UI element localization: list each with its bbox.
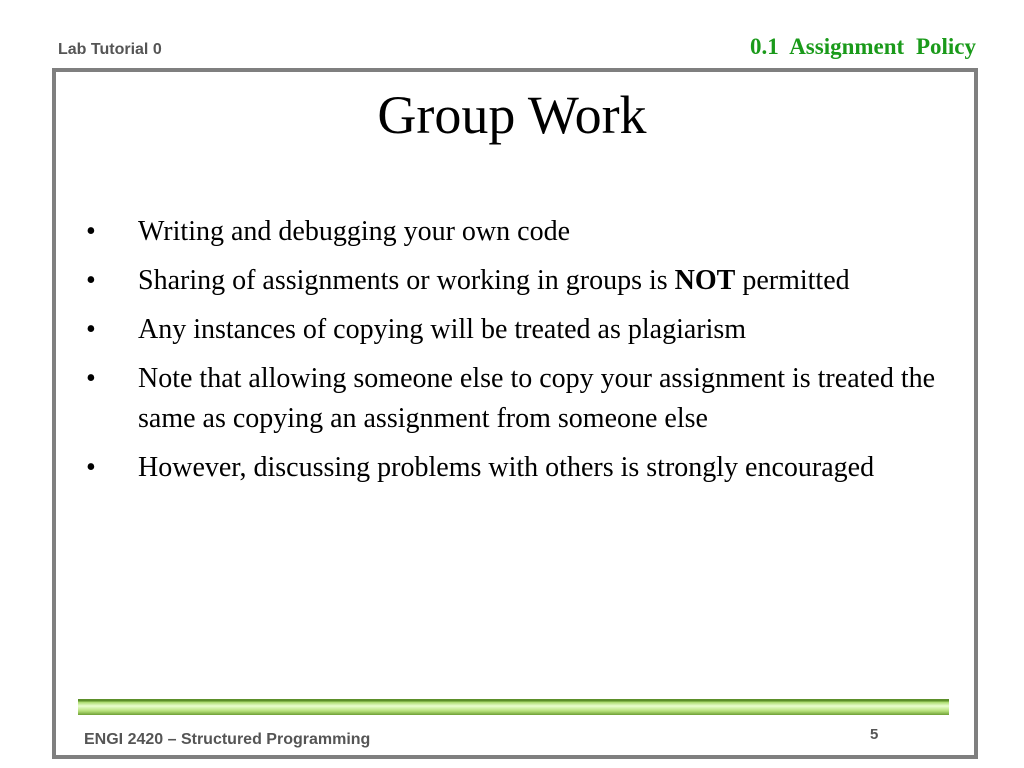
bullet-item [84, 359, 944, 439]
bullet-text: Any instances of copying will be treated as plagiarism [138, 314, 747, 345]
bullet-emphasis: NOT [674, 265, 736, 296]
bullet-item [84, 448, 944, 488]
bullet-text: Note that allowing someone else to copy your assignment is treated the same as copying an assignment from someone else [138, 363, 936, 434]
bullet-dot-icon: • [86, 314, 96, 345]
page-number: 5 [870, 726, 879, 743]
bullet-dot-icon: • [86, 265, 96, 296]
footer-divider [78, 699, 949, 715]
bullet-dot-icon: • [86, 363, 96, 394]
bullet-text: However, discussing problems with others is strongly encouraged [138, 452, 875, 483]
bullet-text: Sharing of assignments or working in groups is [138, 265, 675, 296]
slide-title: Group Work [377, 85, 647, 145]
footer-course-title: ENGI 2420 – Structured Programming [84, 731, 371, 748]
bullet-item [84, 310, 944, 350]
bullet-item [84, 261, 944, 301]
header-section-label: 0.1 Assignment Policy [749, 34, 976, 59]
bullet-text: permitted [735, 265, 850, 296]
bullet-list [84, 212, 944, 497]
header-left-label: Lab Tutorial 0 [58, 41, 162, 58]
bullet-dot-icon: • [86, 216, 96, 247]
bullet-dot-icon: • [86, 452, 96, 483]
bullet-text: Writing and debugging your own code [138, 216, 571, 247]
bullet-item [84, 212, 944, 252]
